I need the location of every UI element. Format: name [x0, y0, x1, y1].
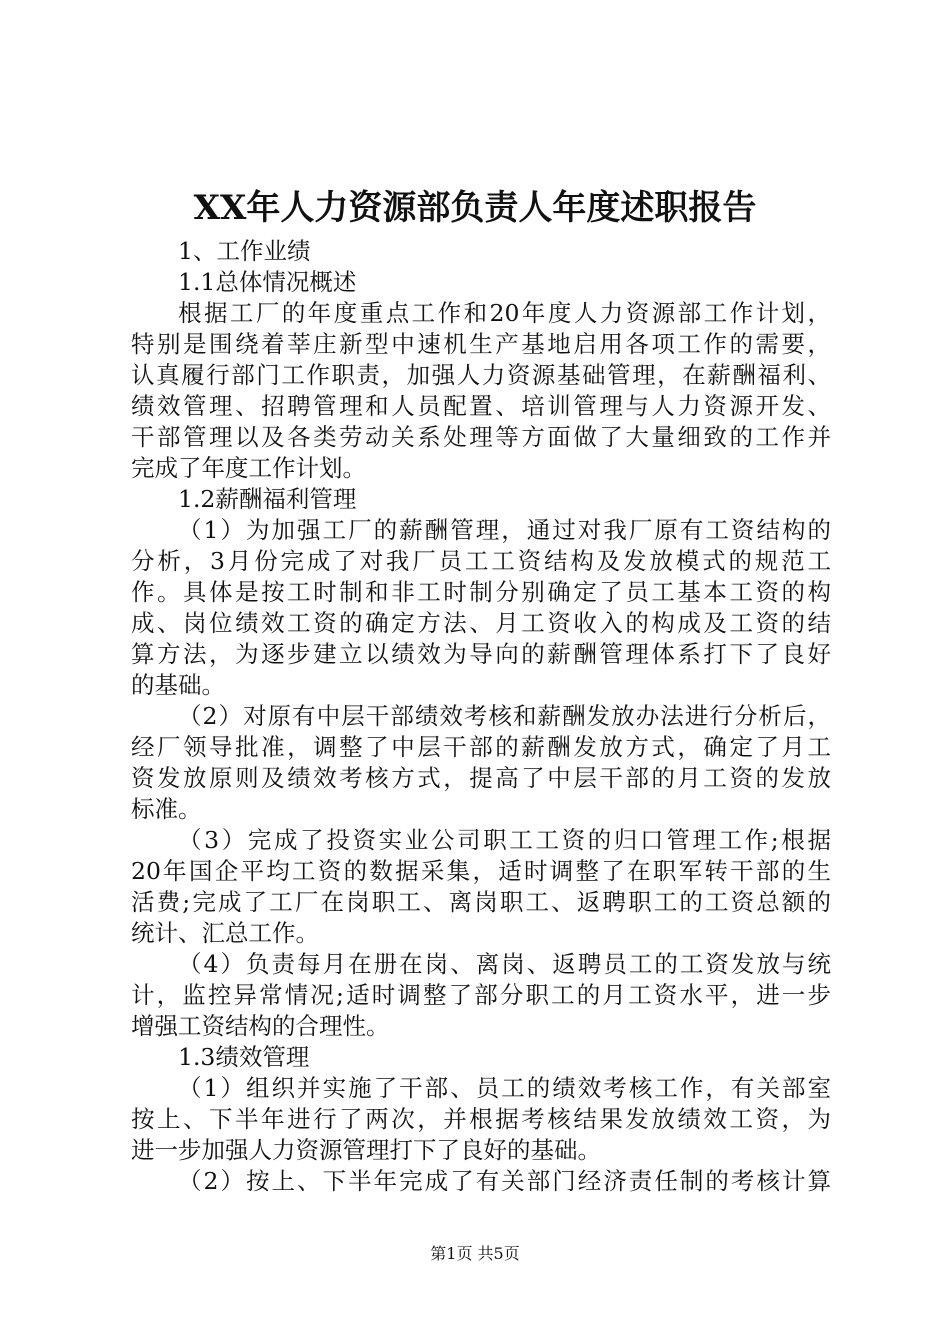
page-footer: 第1页 共5页: [430, 1244, 520, 1263]
body-line: （1）为加强工厂的薪酬管理，通过对我厂原有工资结构的: [178, 516, 831, 544]
document-title: XX年人力资源部负责人年度述职报告: [193, 188, 757, 228]
body-line: 增强工资结构的合理性。: [131, 1012, 390, 1040]
body-line: 1.1总体情况概述: [178, 268, 357, 296]
body-line: （4）负责每月在册在岗、离岗、返聘员工的工资发放与统: [178, 950, 831, 978]
body-line: 按上、下半年进行了两次，并根据考核结果发放绩效工资，为: [131, 1105, 831, 1133]
body-line: （3）完成了投资实业公司职工工资的归口管理工作;根据: [178, 826, 831, 854]
body-line: 统计、汇总工作。: [131, 919, 319, 947]
body-line: （1）组织并实施了干部、员工的绩效考核工作，有关部室: [178, 1074, 831, 1102]
body-line: 作。具体是按工时制和非工时制分别确定了员工基本工资的构: [131, 578, 831, 606]
body-line: 根据工厂的年度重点工作和20年度人力资源部工作计划，: [178, 299, 831, 327]
body-line: 标准。: [131, 795, 202, 823]
body-line: （2）对原有中层干部绩效考核和薪酬发放办法进行分析后，: [178, 702, 831, 730]
body-line: 经厂领导批准，调整了中层干部的薪酬发放方式，确定了月工: [131, 733, 831, 761]
body-line: 的基础。: [131, 671, 225, 699]
body-line: 计，监控异常情况;适时调整了部分职工的月工资水平，进一步: [131, 981, 831, 1009]
body-line: 算方法，为逐步建立以绩效为导向的薪酬管理体系打下了良好: [131, 640, 831, 668]
body-line: 1.2薪酬福利管理: [178, 485, 357, 513]
body-line: 认真履行部门工作职责，加强人力资源基础管理，在薪酬福利、: [131, 361, 831, 389]
body-line: （2）按上、下半年完成了有关部门经济责任制的考核计算: [178, 1167, 831, 1195]
body-line: 完成了年度工作计划。: [131, 454, 366, 482]
body-line: 进一步加强人力资源管理打下了良好的基础。: [131, 1136, 601, 1164]
body-line: 活费;完成了工厂在岗职工、离岗职工、返聘职工的工资总额的: [131, 888, 831, 916]
body-line: 绩效管理、招聘管理和人员配置、培训管理与人力资源开发、: [131, 392, 831, 420]
body-line: 1、工作业绩: [178, 237, 311, 265]
body-line: 20年国企平均工资的数据采集，适时调整了在职军转干部的生: [131, 857, 831, 885]
body-line: 成、岗位绩效工资的确定方法、月工资收入的构成及工资的结: [131, 609, 831, 637]
body-line: 1.3绩效管理: [178, 1043, 310, 1071]
body-line: 特别是围绕着莘庄新型中速机生产基地启用各项工作的需要，: [131, 330, 831, 358]
body-line: 资发放原则及绩效考核方式，提高了中层干部的月工资的发放: [131, 764, 831, 792]
document-body: [131, 236, 831, 1197]
body-line: 干部管理以及各类劳动关系处理等方面做了大量细致的工作并: [131, 423, 831, 451]
body-line: 分析，3月份完成了对我厂员工工资结构及发放模式的规范工: [131, 547, 831, 575]
